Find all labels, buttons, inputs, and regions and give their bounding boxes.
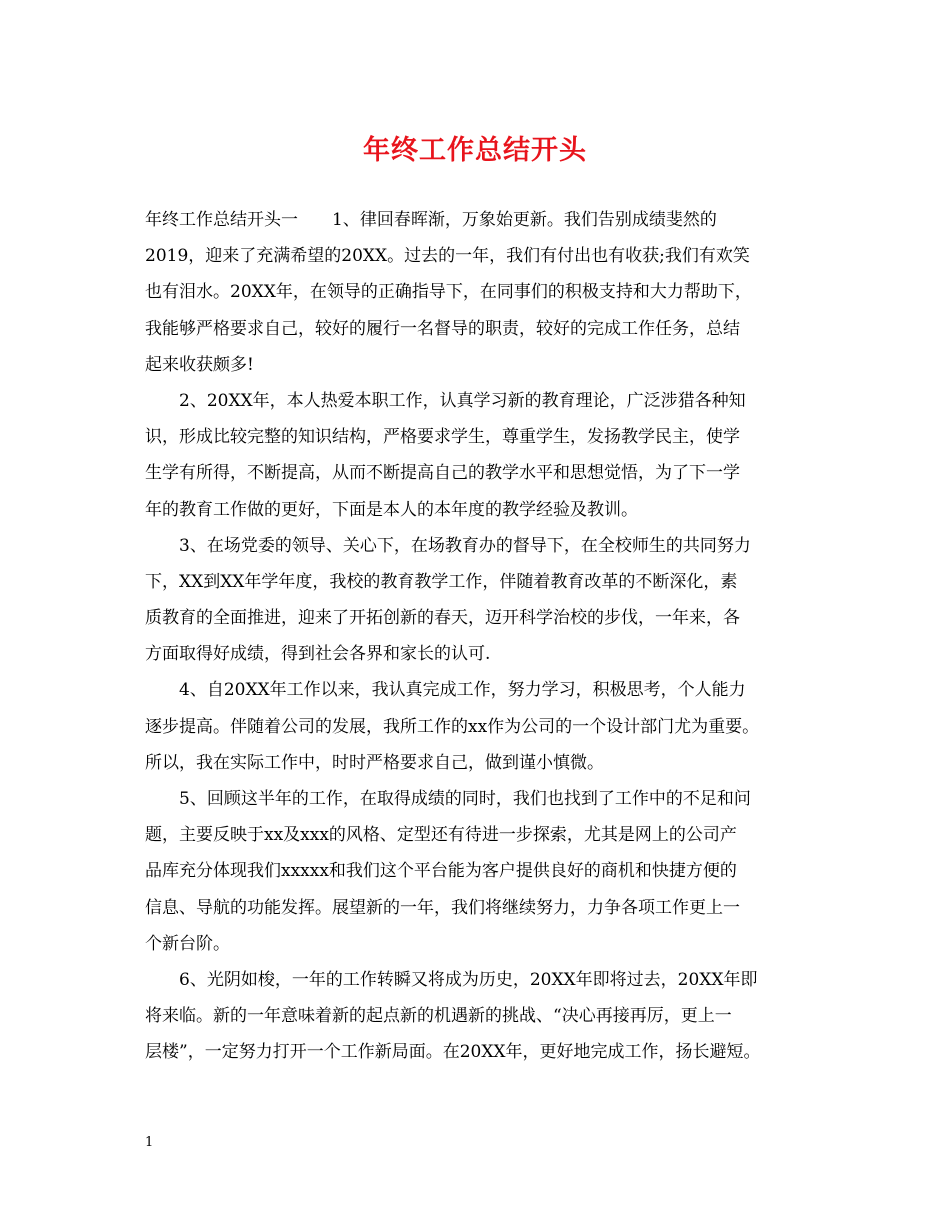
text-line: 层楼”，一定努力打开一个工作新局面。在20XX年，更好地完成工作，扬长避短。	[145, 1042, 761, 1063]
text-line: 所以，我在实际工作中，时时严格要求自己，做到谨小慎微。	[145, 752, 604, 773]
text-line: 生学有所得，不断提高，从而不断提高自己的教学水平和思想觉悟，为了下一学	[145, 463, 740, 484]
text-line: 起来收获颇多!	[145, 354, 254, 375]
text-line: 品库充分体现我们xxxxx和我们这个平台能为客户提供良好的商机和快捷方便的	[145, 861, 737, 882]
page-number: 1	[145, 1135, 154, 1150]
text-line: 6、光阴如梭，一年的工作转瞬又将成为历史，20XX年即将过去，20XX年即	[179, 969, 758, 990]
text-line: 逐步提高。伴随着公司的发展，我所工作的xx作为公司的一个设计部门尤为重要。	[145, 716, 760, 737]
text-line: 个新台阶。	[145, 933, 230, 954]
text-line: 信息、导航的功能发挥。展望新的一年，我们将继续努力，力争各项工作更上一	[145, 897, 740, 918]
text-line: 2019，迎来了充满希望的20XX。过去的一年，我们有付出也有收获;我们有欢笑	[145, 246, 750, 267]
text-line: 将来临。新的一年意味着新的起点新的机遇新的挑战、“决心再接再厉，更上一	[145, 1006, 732, 1027]
text-line: 下，XX到XX年学年度，我校的教育教学工作，伴随着教育改革的不断深化，素	[145, 571, 738, 592]
text-line: 方面取得好成绩，得到社会各界和家长的认可.	[145, 644, 491, 665]
text-line: 也有泪水。20XX年，在领导的正确指导下，在同事们的积极支持和大力帮助下，	[145, 282, 752, 303]
text-line: 年的教育工作做的更好，下面是本人的本年度的教学经验及教训。	[145, 499, 638, 520]
text-line: 4、自20XX年工作以来，我认真完成工作，努力学习，积极思考，个人能力	[179, 680, 746, 701]
document-title: 年终工作总结开头	[363, 135, 587, 166]
text-line: 3、在场党委的领导、关心下，在场教育办的督导下，在全校师生的共同努力	[179, 535, 751, 556]
text-line: 题，主要反映于xx及xxx的风格、定型还有待进一步探索，尤其是网上的公司产	[145, 825, 737, 846]
document-body	[145, 202, 825, 1071]
text-line: 2、20XX年，本人热爱本职工作，认真学习新的教育理论，广泛涉猎各种知	[179, 390, 746, 411]
text-line: 质教育的全面推进，迎来了开拓创新的春天，迈开科学治校的步伐，一年来，各	[145, 608, 740, 629]
text-line: 我能够严格要求自己，较好的履行一名督导的职责，较好的完成工作任务，总结	[145, 318, 740, 339]
text-line: 识，形成比较完整的知识结构，严格要求学生，尊重学生，发扬教学民主，使学	[145, 427, 740, 448]
text-line: 年终工作总结开头一 1、律回春晖渐，万象始更新。我们告别成绩斐然的	[145, 210, 717, 230]
text-line: 5、回顾这半年的工作，在取得成绩的同时，我们也找到了工作中的不足和问	[179, 789, 751, 809]
